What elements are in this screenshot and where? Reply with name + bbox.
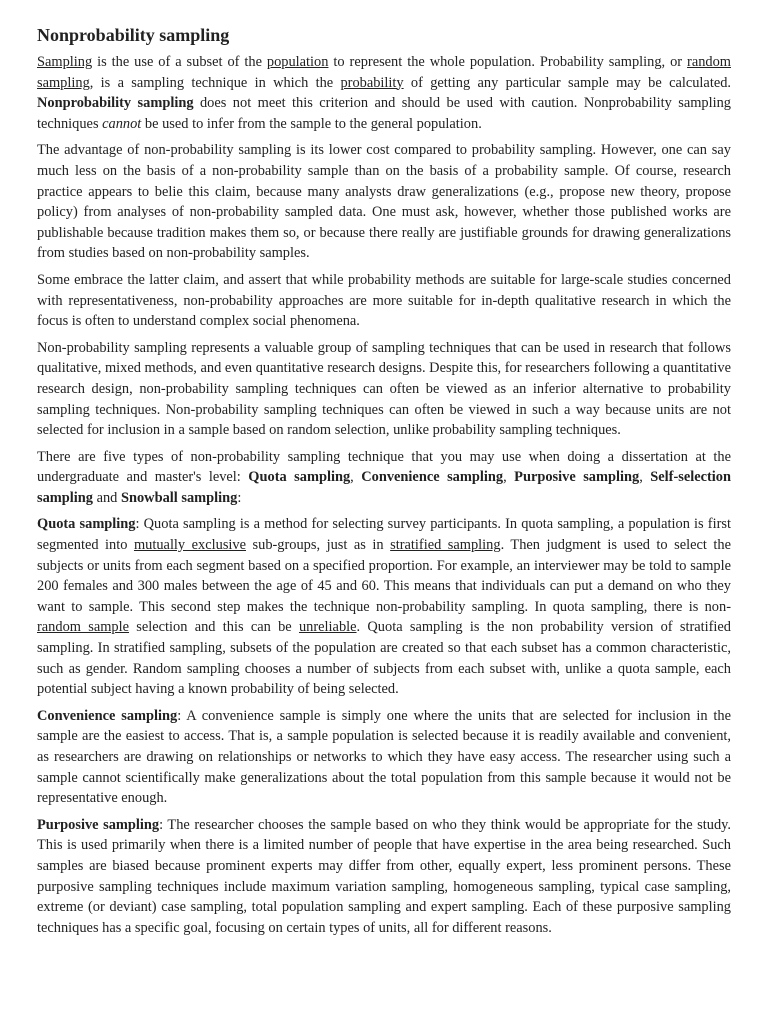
link-stratified-sampling[interactable]: stratified sampling <box>390 537 501 554</box>
link-probability[interactable]: probability <box>340 74 404 91</box>
text: . Quota sampling is the non probability version of stratified sampling. In stratified sampling, subsets of the population are created so that each subset has a common characteristic, such as gender. Random sampling chooses a number of subjects from each subset with, unlike a quota sample, each potential subject having a known probability of being selected. <box>37 619 732 698</box>
paragraph-five-types <box>37 447 731 509</box>
type-quota: Quota sampling <box>248 469 351 486</box>
text: sub-groups, just as in <box>246 537 391 554</box>
text: , is a sampling technique in which the <box>89 74 341 91</box>
link-random-sampling[interactable]: random sampling <box>37 54 731 91</box>
text: of getting any particular sample may be calculated. <box>403 74 731 91</box>
bold-term: Nonprobability sampling <box>37 95 194 112</box>
page-title: Nonprobability sampling <box>37 25 230 45</box>
text: be used to infer from the sample to the general population. <box>141 115 482 132</box>
text: : The researcher chooses the sample based on who they think would be appropriate for the study. This is used primarily when there is a limited number of people that have expertise in the area being researched. Such samples are biased because prominent experts may differ from other, equally expert, less prominent persons. These purposive sampling techniques include maximum variation sampling, homogeneous sampling, typical case sampling, extreme (or deviant) case sampling, total population sampling and expert sampling. Each of these purposive sampling techniques has a specific goal, focusing on certain types of units, all for different reasons. <box>37 816 732 936</box>
text: is the use of a subset of the <box>92 54 267 70</box>
separator: , <box>503 469 515 486</box>
text: . Then judgment is used to select the subjects or units from each segment based on a specified proportion. For example, an interviewer may be told to sample 200 females and 300 males between the age of 45 and 60. This means that individuals can put a demand on who they want to sample. This second step makes the technique non-probability sampling. In quota sampling, there is non- <box>37 537 731 615</box>
link-unreliable[interactable]: unreliable <box>298 619 357 636</box>
paragraph-intro <box>37 52 731 134</box>
paragraph-purposive-sampling <box>37 815 731 939</box>
type-snowball: Snowball sampling <box>120 489 238 506</box>
italic-cannot: cannot <box>102 115 142 132</box>
section-label-quota: Quota sampling <box>37 516 136 533</box>
section-label-purposive: Purposive sampling <box>37 816 160 833</box>
section-label-convenience: Convenience sampling <box>37 707 178 724</box>
link-mutually-exclusive[interactable]: mutually exclusive <box>133 537 246 554</box>
text: and <box>92 489 121 506</box>
paragraph-convenience-sampling <box>37 706 731 809</box>
paragraph-valuable-group: Non-probability sampling represents a valuable group of sampling techniques that can be used in research that follows qualitative, mixed methods, and even quantitative research designs. Despite this, for researchers following a quantitative research design, non-probability sampling techniques can often be viewed as an inferior alternative to probability sampling techniques. Non-probability sampling techniques can often be viewed in such a way because units are not selected for inclusion in a sample based on random selection, unlike probability sampling techniques. <box>37 339 731 439</box>
separator: , <box>639 469 651 486</box>
link-population[interactable]: population <box>266 54 329 70</box>
text: : Quota sampling is a method for selecting survey participants. In quota sampling, a population is first segmented into <box>37 516 731 554</box>
paragraph-quota-sampling <box>37 514 731 699</box>
text: selection and this can be <box>129 619 299 636</box>
text: There are five types of non-probability sampling technique that you may use when doing a dissertation at the undergraduate and master's level: <box>37 448 731 486</box>
link-random-sample[interactable]: random sample <box>37 619 130 636</box>
text: : <box>237 489 242 506</box>
type-convenience: Convenience sampling <box>361 469 504 486</box>
link-sampling[interactable]: Sampling <box>37 54 93 70</box>
type-purposive: Purposive sampling <box>514 469 640 486</box>
text: to represent the whole population. Probability sampling, or <box>328 54 688 70</box>
separator: , <box>350 469 362 486</box>
paragraph-advantage: The advantage of non-probability sampling is its lower cost compared to probability sampling. However, one can say much less on the basis of a non-probability sample than on the basis of a probability sample. Of course, research practice appears to belie this claim, because many analysts draw generalizations (e.g., propose new theory, propose policy) from analyses of non-probability sampled data. One must ask, however, whether those published works are publishable because tradition makes them so, or because there really are justifiable grounds for drawing generalizations from studies based on non-probability samples. <box>37 142 731 262</box>
paragraph-latter-claim: Some embrace the latter claim, and assert that while probability methods are suitable for large-scale studies concerned with representativeness, non-probability approaches are more suitable for in-depth qualitative research in which the focus is often to understand complex social phenomena. <box>37 271 731 330</box>
type-self-selection: Self-selection sampling <box>37 469 732 506</box>
text: does not meet this criterion and should be used with caution. Nonprobability sampling techniques <box>37 95 731 132</box>
text: : A convenience sample is simply one where the units that are selected for inclusion in the sample are the easiest to access. That is, a sample population is selected because it is readily available and convenient, as researchers are drawing on relationships or networks to which they have easy access. The researcher using such a sample cannot scientifically make generalizations about the total population from this sample because it would not be representative enough. <box>37 707 732 807</box>
